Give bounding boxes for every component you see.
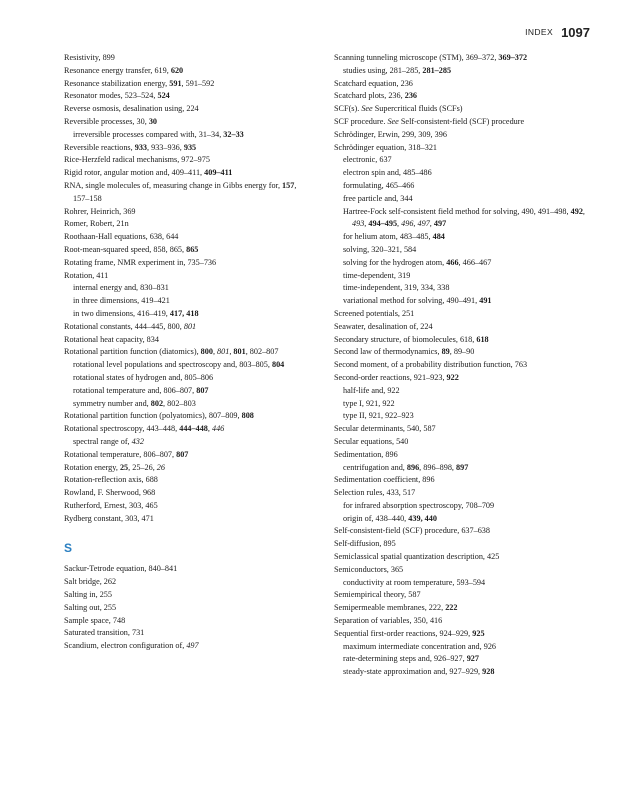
s-index-list (64, 563, 312, 653)
index-entry: Rotational partition function (diatomics), 800, 801, 801, 802–807 (64, 347, 279, 357)
index-subentry: conductivity at room temperature, 593–594 (343, 577, 486, 587)
section-letter: S (64, 541, 73, 556)
index-subentry: origin of, 438–440, 439, 440 (343, 513, 437, 523)
index-subentry: electronic, 637 (343, 155, 392, 165)
index-subentry: time-independent, 319, 334, 338 (343, 283, 450, 293)
index-entry: Screened potentials, 251 (334, 308, 415, 318)
index-entry: Rydberg constant, 303, 471 (64, 513, 154, 523)
index-subentry: variational method for solving, 490–491, 491 (343, 296, 492, 306)
index-entry: Rotational temperature, 806–807, 807 (64, 449, 189, 459)
index-entry: Salt bridge, 262 (64, 577, 117, 587)
running-header (525, 24, 590, 42)
index-entry: Schrödinger equation, 318–321 (334, 142, 438, 152)
index-entry: Second-order reactions, 921–923, 922 (334, 372, 459, 382)
index-entry: Rotation, 411 (64, 270, 109, 280)
index-entry: Rohrer, Heinrich, 369 (64, 206, 136, 216)
index-entry: Sedimentation, 896 (334, 449, 398, 459)
index-entry: Secular determinants, 540, 587 (334, 424, 436, 434)
index-entry: Resistivity, 899 (64, 53, 115, 62)
index-subentry: type I, 921, 922 (343, 398, 395, 408)
index-entry: Self-consistent-field (SCF) procedure, 637–638 (334, 526, 490, 536)
index-subentry: free particle and, 344 (343, 193, 413, 203)
index-subentry: symmetry number and, 802, 802–803 (73, 398, 196, 408)
index-entry: Rotational heat capacity, 834 (64, 334, 159, 344)
index-entry: Seawater, desalination of, 224 (334, 321, 433, 331)
index-entry: Self-diffusion, 895 (334, 539, 396, 549)
index-entry: Rigid rotor, angular motion and, 409–411, 409–411 (64, 168, 233, 178)
index-entry: Second moment, of a probability distribution function, 763 (334, 360, 528, 370)
index-subentry: for helium atom, 483–485, 484 (343, 232, 445, 242)
index-entry: Roothaan-Hall equations, 638, 644 (64, 232, 179, 242)
index-entry: Reversible processes, 30, 30 (64, 116, 157, 126)
index-entry: Sample space, 748 (64, 615, 126, 625)
index-entry: RNA, single molecules of, measuring change in Gibbs energy for, 157, 157–158 (64, 180, 297, 203)
index-subentry: electron spin and, 485–486 (343, 168, 432, 178)
index-entry: Rotational partition function (polyatomics), 807–809, 808 (64, 411, 254, 421)
page-number: 1097 (561, 25, 590, 40)
left-column (64, 52, 312, 653)
index-entry: Selection rules, 433, 517 (334, 488, 416, 498)
index-entry: Semiconductors, 365 (334, 564, 404, 574)
index-entry: Rotating frame, NMR experiment in, 735–736 (64, 257, 217, 267)
index-entry: SCF(s). See Supercritical fluids (SCFs) (334, 104, 463, 114)
index-subentry: rotational states of hydrogen and, 805–806 (73, 372, 214, 382)
index-entry: Rotation-reflection axis, 688 (64, 475, 158, 485)
index-subentry: rotational level populations and spectroscopy and, 803–805, 804 (73, 360, 285, 370)
index-entry: Rotation energy, 25, 25–26, 26 (64, 462, 165, 472)
index-subentry: centrifugation and, 896, 896–898, 897 (343, 462, 469, 472)
index-subentry: internal energy and, 830–831 (73, 283, 169, 293)
index-entry: Schrödinger, Erwin, 299, 309, 396 (334, 129, 447, 139)
index-subentry: type II, 921, 922–923 (343, 411, 414, 421)
index-entry: Semipermeable membranes, 222, 222 (334, 603, 458, 613)
index-entry: Rotational spectroscopy, 443–448, 444–448, 446 (64, 424, 225, 434)
index-entry: Rutherford, Ernest, 303, 465 (64, 500, 158, 510)
index-subentry: formulating, 465–466 (343, 180, 415, 190)
index-entry: Resonance stabilization energy, 591, 591–592 (64, 78, 215, 88)
index-entry: Salting in, 255 (64, 590, 112, 600)
index-subentry: for infrared absorption spectroscopy, 708–709 (343, 500, 495, 510)
index-entry: Reverse osmosis, desalination using, 224 (64, 104, 199, 114)
index-entry: Rotational constants, 444–445, 800, 801 (64, 321, 197, 331)
index-subentry: rate-determining steps and, 926–927, 927 (343, 654, 479, 664)
right-index-list (334, 52, 594, 679)
index-entry: Reversible reactions, 933, 933–936, 935 (64, 142, 197, 152)
index-subentry: solving, 320–321, 584 (343, 244, 417, 254)
index-entry: Secular equations, 540 (334, 436, 409, 446)
index-subentry: in two dimensions, 416–419, 417, 418 (73, 308, 199, 318)
index-subentry: maximum intermediate concentration and, 926 (343, 641, 497, 651)
index-entry: Second law of thermodynamics, 89, 89–90 (334, 347, 475, 357)
index-entry: SCF procedure. See Self-consistent-field (SCF) procedure (334, 116, 525, 126)
index-subentry: studies using, 281–285, 281–285 (343, 65, 452, 75)
index-entry: Sackur-Tetrode equation, 840–841 (64, 564, 178, 574)
index-entry: Semiempirical theory, 587 (334, 590, 421, 600)
index-entry: Rowland, F. Sherwood, 968 (64, 488, 156, 498)
index-subentry: steady-state approximation and, 927–929, 928 (343, 667, 495, 677)
index-subentry: solving for the hydrogen atom, 466, 466–467 (343, 257, 492, 267)
index-entry: Sedimentation coefficient, 896 (334, 475, 435, 485)
left-index-list (64, 52, 312, 525)
index-subentry: in three dimensions, 419–421 (73, 296, 170, 306)
index-entry: Scatchard plots, 236, 236 (334, 91, 417, 101)
index-entry: Sequential first-order reactions, 924–929, 925 (334, 628, 485, 638)
index-entry: Secondary structure, of biomolecules, 618, 618 (334, 334, 489, 344)
index-entry: Scanning tunneling microscope (STM), 369–372, 369–372 (334, 53, 528, 62)
index-subentry: spectral range of, 432 (73, 436, 144, 446)
index-entry: Scatchard equation, 236 (334, 78, 413, 88)
index-entry: Scandium, electron configuration of, 497 (64, 641, 199, 651)
index-subentry: irreversible processes compared with, 31–34, 32–33 (73, 129, 244, 139)
index-entry: Root-mean-squared speed, 858, 865, 865 (64, 244, 199, 254)
index-entry: Salting out, 255 (64, 602, 117, 612)
index-entry: Resonator modes, 523–524, 524 (64, 91, 170, 101)
index-entry: Separation of variables, 350, 416 (334, 616, 443, 626)
index-entry: Resonance energy transfer, 619, 620 (64, 65, 184, 75)
index-subentry: time-dependent, 319 (343, 270, 411, 280)
index-subentry: rotational temperature and, 806–807, 807 (73, 385, 209, 395)
index-entry: Semiclassical spatial quantization description, 425 (334, 552, 500, 562)
right-column (334, 52, 594, 679)
index-entry: Romer, Robert, 21n (64, 219, 129, 229)
header-label: INDEX (525, 27, 554, 37)
index-subentry: Hartree-Fock self-consistent field method for solving, 490, 491–498, 492, 493, 494–495, 496, 497, 497 (343, 206, 585, 229)
index-entry: Saturated transition, 731 (64, 628, 145, 638)
index-subentry: half-life and, 922 (343, 385, 400, 395)
index-entry: Rice-Herzfeld radical mechanisms, 972–975 (64, 155, 210, 165)
